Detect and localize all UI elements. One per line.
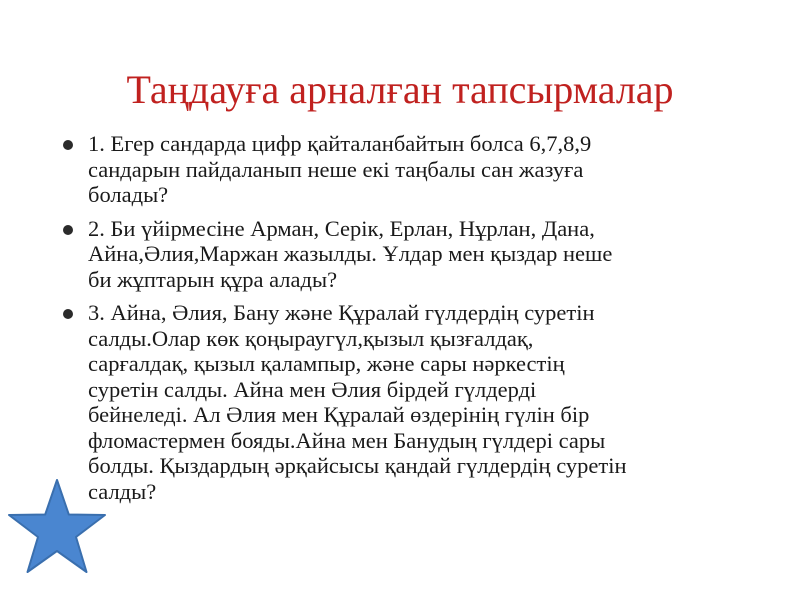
task-line: салды?	[88, 478, 157, 504]
task-item	[62, 300, 762, 504]
task-line: салды.Олар көк қоңыраугүл,қызыл қызғалдақ,	[88, 325, 534, 351]
bullet-icon	[63, 140, 73, 150]
task-line: би жұптарын құра алады?	[88, 266, 338, 292]
task-line: 2. Би үйірмесіне Арман, Серік, Ерлан, Нұрлан, Дана,	[88, 215, 595, 241]
task-line: 1. Егер сандарда цифр қайталанбайтын болса 6,7,8,9	[88, 131, 592, 156]
task-line: Айна,Әлия,Маржан жазылды. Ұлдар мен қыздар неше	[88, 241, 613, 266]
task-item	[62, 131, 762, 208]
task-line: суретін салды. Айна мен Әлия бірдей гүлдерді	[88, 376, 537, 402]
task-list	[62, 131, 762, 512]
bullet-icon	[63, 225, 73, 235]
star-icon[interactable]	[7, 478, 107, 574]
task-line: сарғалдақ, қызыл қалампыр, және сары нәркестің	[88, 351, 565, 376]
task-line: фломастермен бояды.Айна мен Банудың гүлдері сары	[88, 427, 606, 453]
bullet-icon	[63, 309, 73, 319]
task-line: болады?	[88, 182, 169, 207]
task-line: болды. Қыздардың әрқайсысы қандай гүлдердің суретін	[88, 453, 627, 478]
slide-title: Таңдауға арналған тапсырмалар	[126, 67, 674, 112]
task-line: 3. Айна, Әлия, Бану және Құралай гүлдердің суретін	[88, 300, 595, 325]
task-item	[62, 216, 762, 293]
task-line: сандарын пайдаланып неше екі таңбалы сан жазуға	[88, 156, 584, 182]
star-shape[interactable]	[9, 480, 105, 572]
task-line: бейнеледі. Ал Әлия мен Құралай өздерінің гүлін бір	[88, 402, 590, 427]
